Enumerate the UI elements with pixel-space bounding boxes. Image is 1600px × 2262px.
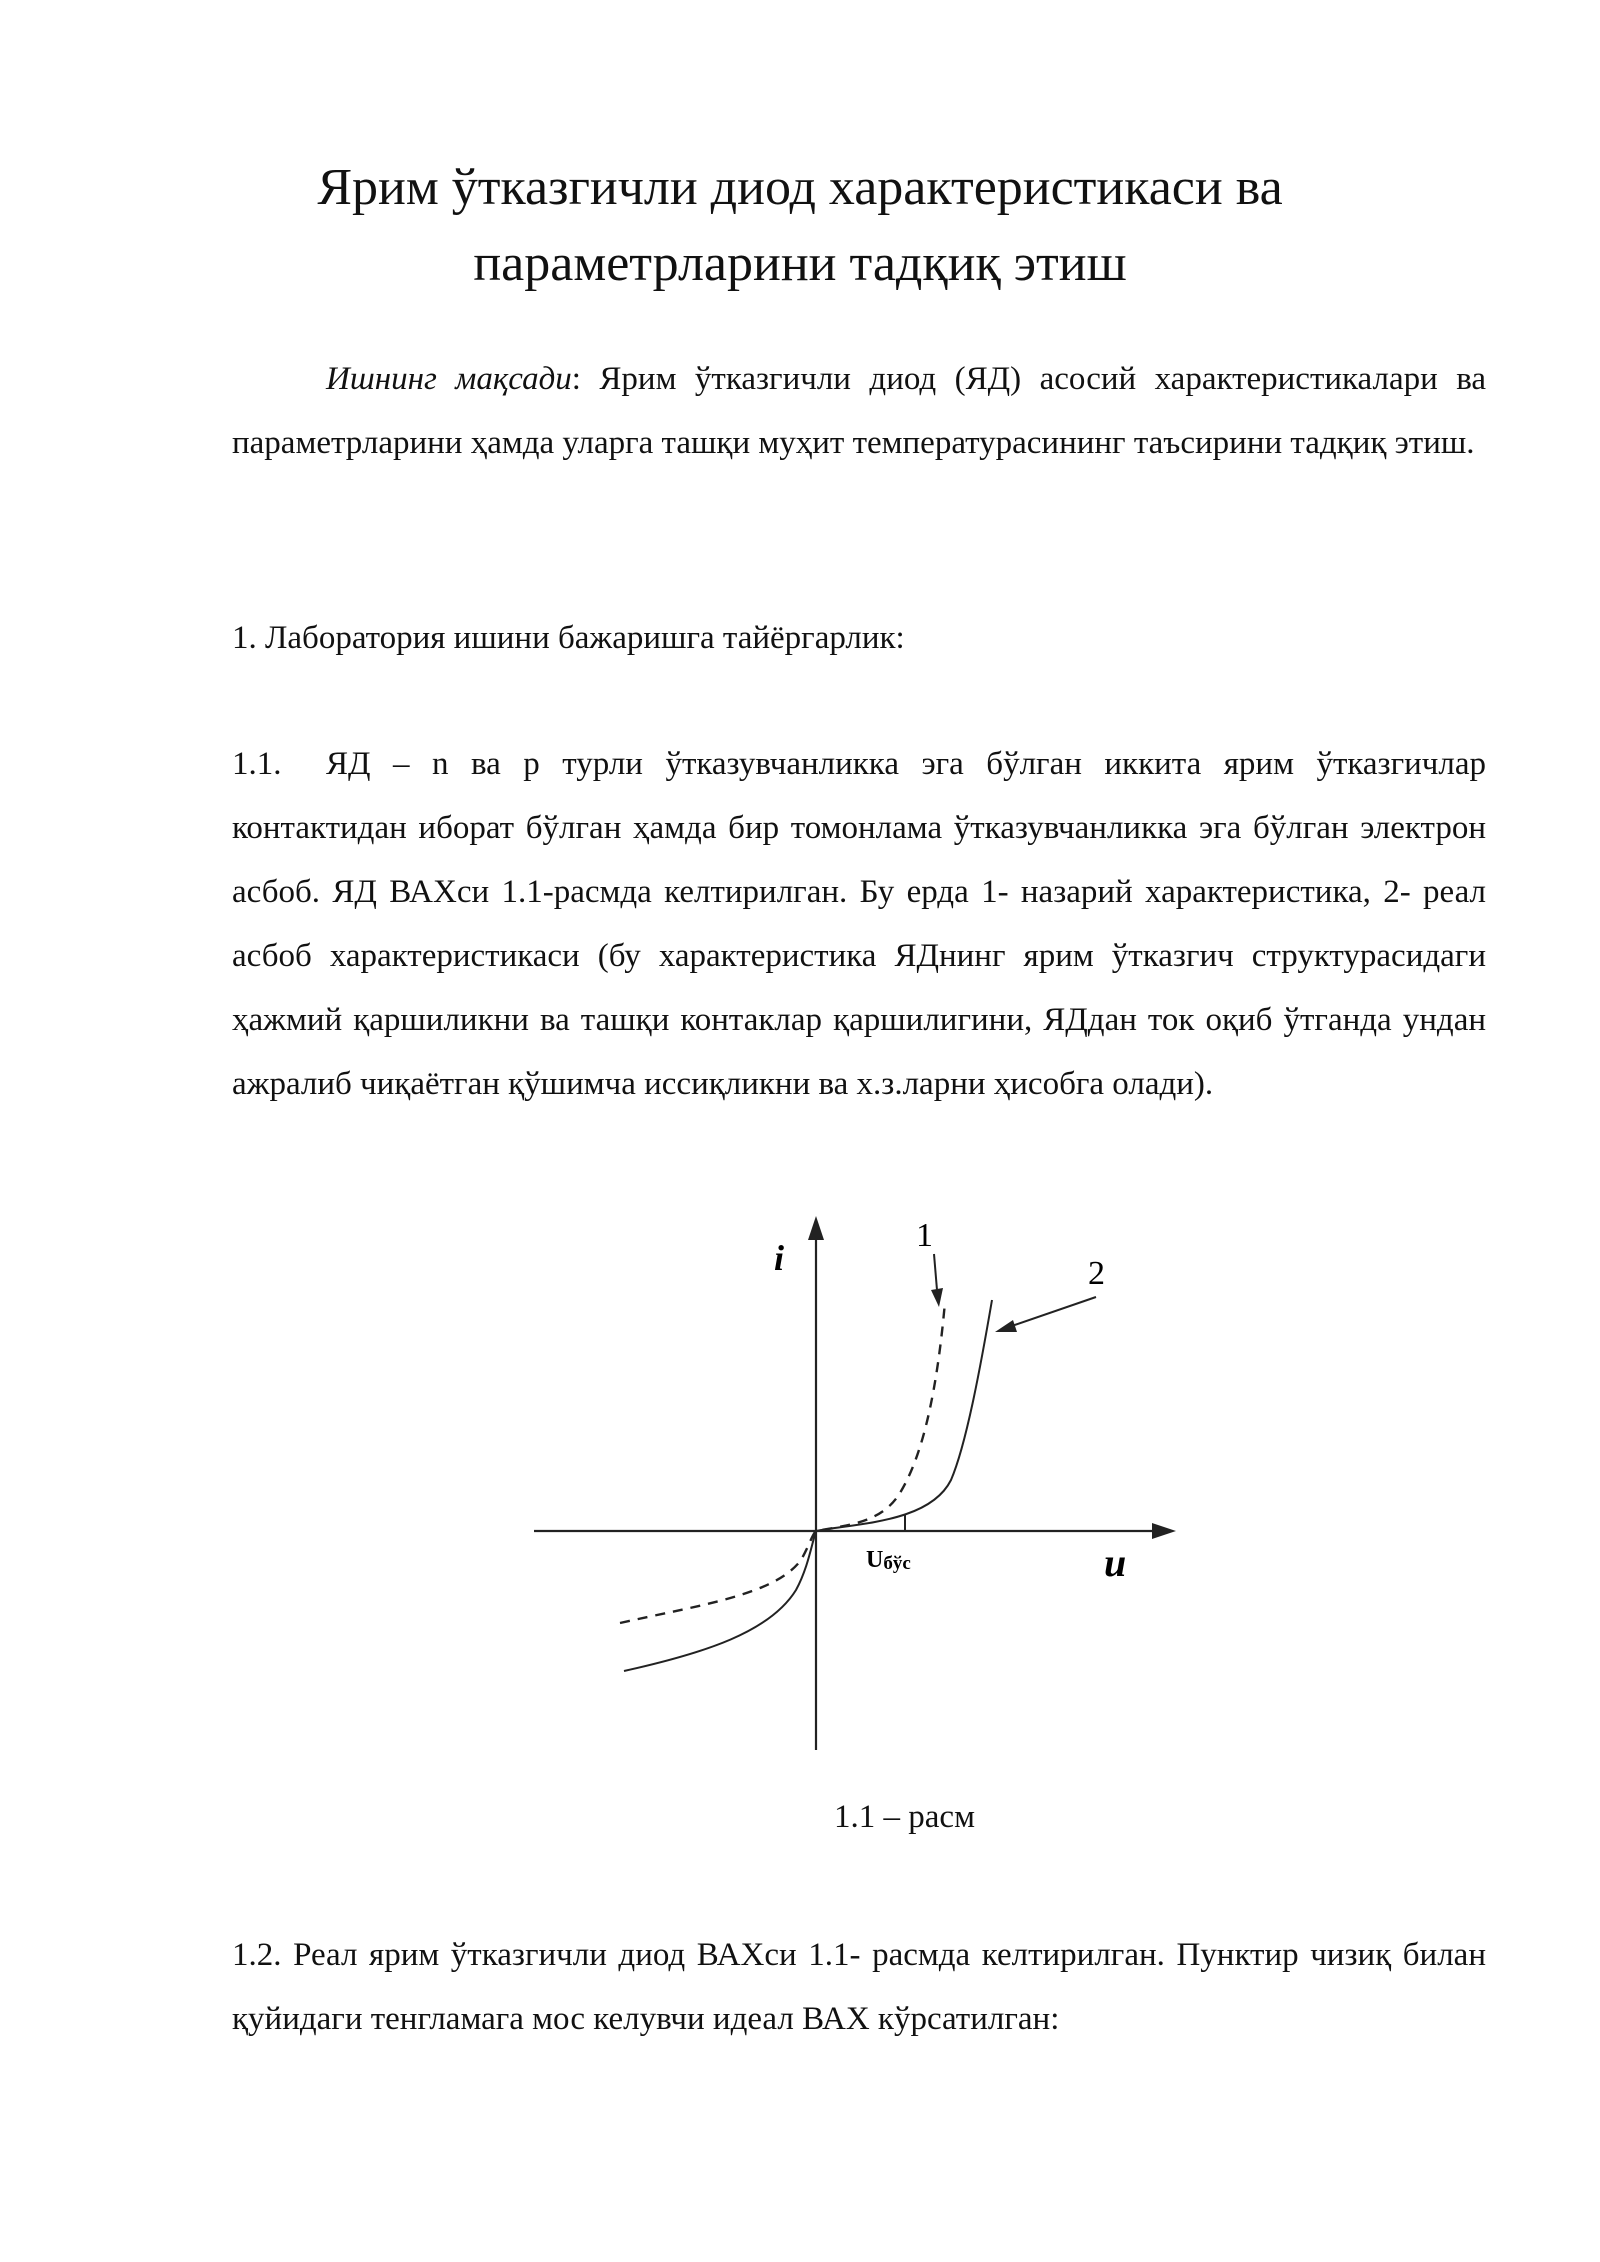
goal-paragraph: [232, 347, 1486, 475]
curve-1-leader-arrowhead: [931, 1288, 943, 1307]
paragraph-1-1-text: ЯД – n ва p турли ўтказувчанликка эга бўлган иккита ярим ўтказгичлар контактидан иборат бўлган ҳамда бир томонлама ўтказувчанликка эга бўлган электрон асбоб. ЯД ВАХси 1.1-расмда келтирилган. Бу ерда 1- назарий характеристика, 2- реал асбоб характеристикаси (бу характеристика ЯДнинг ярим ўтказгич структурасидаги ҳажмий қаршиликни ва ташқи контаклар қаршилигини, ЯДдан ток оқиб ўтганда ундан ажралиб чиқаётган қўшимча иссиқликни ва х.з.ларни ҳисобга олади).: [232, 746, 1486, 1102]
iv-characteristic-diagram: [520, 1210, 1180, 1770]
threshold-voltage-subscript: бўс: [883, 1553, 911, 1574]
curve-2-label: 2: [1088, 1255, 1105, 1292]
curve-1-ideal: [620, 1302, 945, 1623]
curve-2-leader: [1006, 1297, 1096, 1328]
title-line-1: Ярим ўтказгичли диод характеристикаси ва: [317, 159, 1283, 216]
document-title: [200, 150, 1400, 302]
paragraph-1-1-number: 1.1.: [232, 746, 282, 782]
section-1-heading: 1. Лаборатория ишини бажаришга тайёргарлик:: [232, 620, 905, 656]
x-axis-label: u: [1104, 1540, 1127, 1585]
threshold-voltage-label: [866, 1547, 911, 1574]
curve-2-leader-arrowhead: [995, 1320, 1017, 1332]
x-axis-arrow: [1152, 1523, 1176, 1539]
y-axis-arrow: [808, 1216, 824, 1240]
paragraph-1-1: [232, 732, 1486, 1116]
figure-caption: 1.1 – расм: [834, 1799, 975, 1835]
y-axis-label: i: [774, 1238, 785, 1278]
curve-1-label: 1: [916, 1217, 933, 1254]
title-line-2: параметрларини тадқиқ этиш: [473, 235, 1127, 292]
paragraph-1-2: 1.2. Реал ярим ўтказгичли диод ВАХси 1.1- расмда келтирилган. Пунктир чизиқ билан қуйидаги тенгламага мос келувчи идеал ВАХ кўрсатилган:: [232, 1937, 1486, 2037]
diode-iv-figure: [520, 1210, 1180, 1770]
goal-text: : Ярим ўтказгичли диод (ЯД) асосий характеристикалари ва параметрларини ҳамда уларга ташқи муҳит температурасининг таъсирини тадқиқ этиш.: [232, 361, 1487, 461]
curve-2-real: [624, 1300, 992, 1671]
goal-label: Ишнинг мақсади: [326, 361, 572, 397]
threshold-voltage-symbol: U: [866, 1547, 884, 1573]
